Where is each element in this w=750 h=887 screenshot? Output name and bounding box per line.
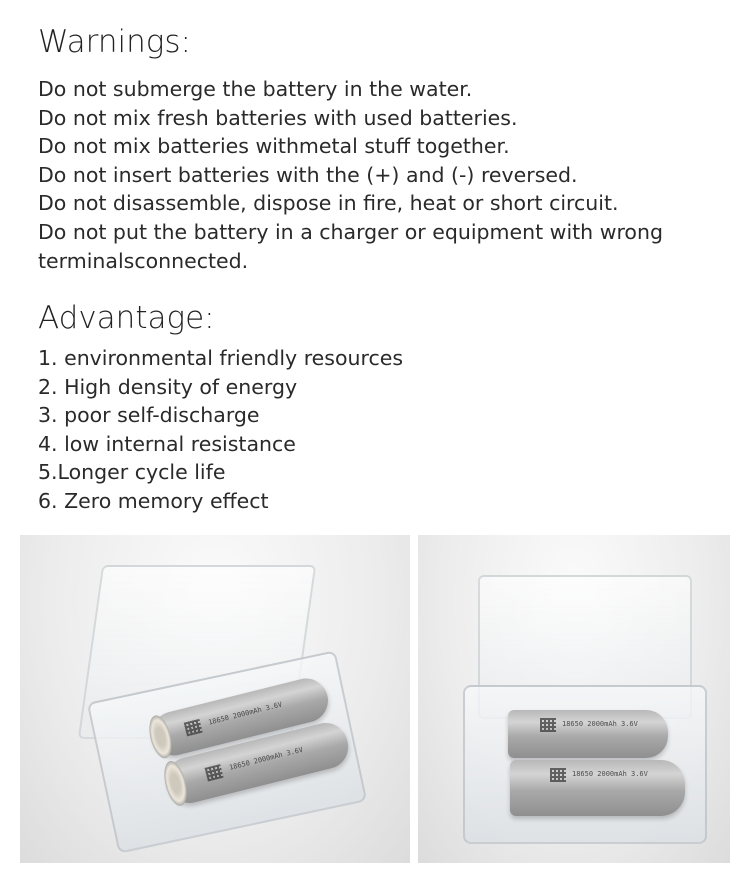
advantage-title: Advantage: xyxy=(38,300,215,336)
advantage-item: 2. High density of energy xyxy=(38,374,298,399)
warning-item: Do not put the battery in a charger or equipment with wrong xyxy=(38,219,663,244)
advantage-item: 1. environmental friendly resources xyxy=(38,346,404,370)
battery-qr xyxy=(550,768,566,782)
battery-qr xyxy=(205,764,224,781)
battery-qr xyxy=(184,719,203,736)
warning-item: terminalsconnected. xyxy=(38,248,249,273)
warning-item: Do not mix batteries withmetal stuff together. xyxy=(38,134,510,159)
advantage-item: 6. Zero memory effect xyxy=(38,488,269,513)
advantage-list xyxy=(38,344,403,516)
battery-cell xyxy=(510,760,685,816)
warning-item: Do not disassemble, dispose in fire, heat or short circuit. xyxy=(38,191,619,216)
advantage-item: 5.Longer cycle life xyxy=(38,460,226,485)
battery-label: 18650 2000mAh 3.6V xyxy=(562,720,638,728)
battery-qr xyxy=(540,718,556,732)
battery-label: 18650 2000mAh 3.6V xyxy=(228,745,304,772)
warnings-title: Warnings: xyxy=(38,24,191,60)
warning-item: Do not submerge the battery in the water. xyxy=(38,77,473,101)
battery-label: 18650 2000mAh 3.6V xyxy=(572,770,648,778)
battery-box-photo-right xyxy=(418,535,730,863)
warnings-list xyxy=(38,75,663,275)
warning-item: Do not insert batteries with the (+) and (-) reversed. xyxy=(38,162,578,187)
advantage-item: 3. poor self-discharge xyxy=(38,403,260,428)
battery-box-photo-left xyxy=(20,535,410,863)
advantage-item: 4. low internal resistance xyxy=(38,431,296,456)
battery-cell xyxy=(508,710,668,758)
warning-item: Do not mix fresh batteries with used batteries. xyxy=(38,105,518,130)
battery-label: 18650 2000mAh 3.6V xyxy=(207,700,284,727)
